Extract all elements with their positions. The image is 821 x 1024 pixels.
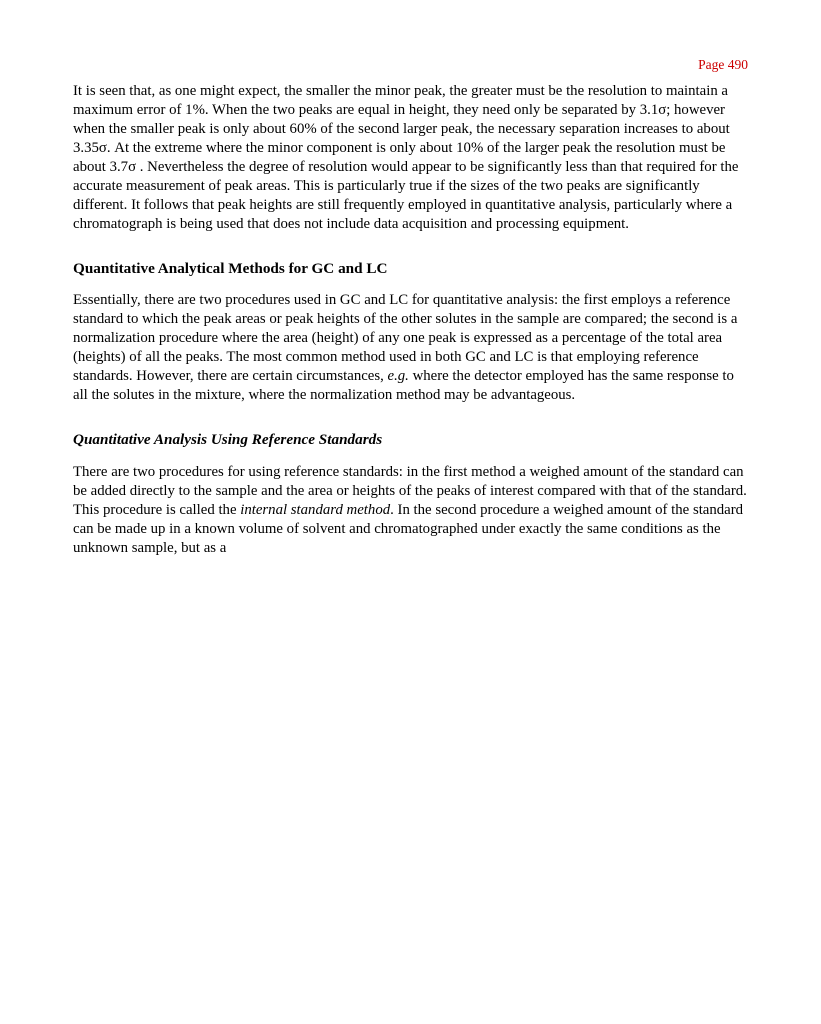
paragraph-two-procedures [73,291,748,405]
section-heading-quantitative-methods: Quantitative Analytical Methods for GC and LC [73,260,388,277]
italic-segment-internal-standard: internal standard method [240,502,391,518]
italic-segment-eg: e.g. [387,368,409,384]
paragraph-reference-standards [73,463,748,558]
text-segment: . In the second procedure a weighed amount of the standard can be made up in a known volume of solvent and chromatographed under exactly the same conditions as the unknown sample, but as a [73,502,744,556]
text-segment: where the detector employed has the same response to all the solutes in the mixture, where the normalization method may be advantageous. [73,368,734,403]
text-segment: There are two procedures for using reference standards: in the first method a weighed amount of the standard can be added directly to the sample and the area or heights of the peaks of interest compared with that of the standard. This procedure is called the [73,464,747,518]
text-segment: Essentially, there are two procedures used in GC and LC for quantitative analysis: the first employs a reference standard to which the peak areas or peak heights of the other solutes in the sample are compared; the second is a normalization procedure where the area (height) of any one peak is expressed as a percentage of the total area (heights) of all the peaks. The most common method used in both GC and LC is that employing reference standards. However, there are certain circumstances, [73,292,738,384]
page-number: Page 490 [698,57,748,72]
subsection-heading-reference-standards: Quantitative Analysis Using Reference Standards [73,431,383,448]
paragraph-resolution-discussion: It is seen that, as one might expect, the smaller the minor peak, the greater must be the resolution to maintain a maximum error of 1%. When the two peaks are equal in height, they need only be separated by 3.1σ; however when the smaller peak is only about 60% of the second larger peak, the necessary separation increases to about 3.35σ. At the extreme where the minor component is only about 10% of the larger peak the resolution must be about 3.7σ . Nevertheless the degree of resolution would appear to be significantly less than that required for the accurate measurement of peak areas. This is particularly true if the sizes of the two peaks are significantly different. It follows that peak heights are still frequently employed in quantitative analysis, particularly where a chromatograph is being used that does not include data acquisition and processing equipment. [73,83,739,232]
